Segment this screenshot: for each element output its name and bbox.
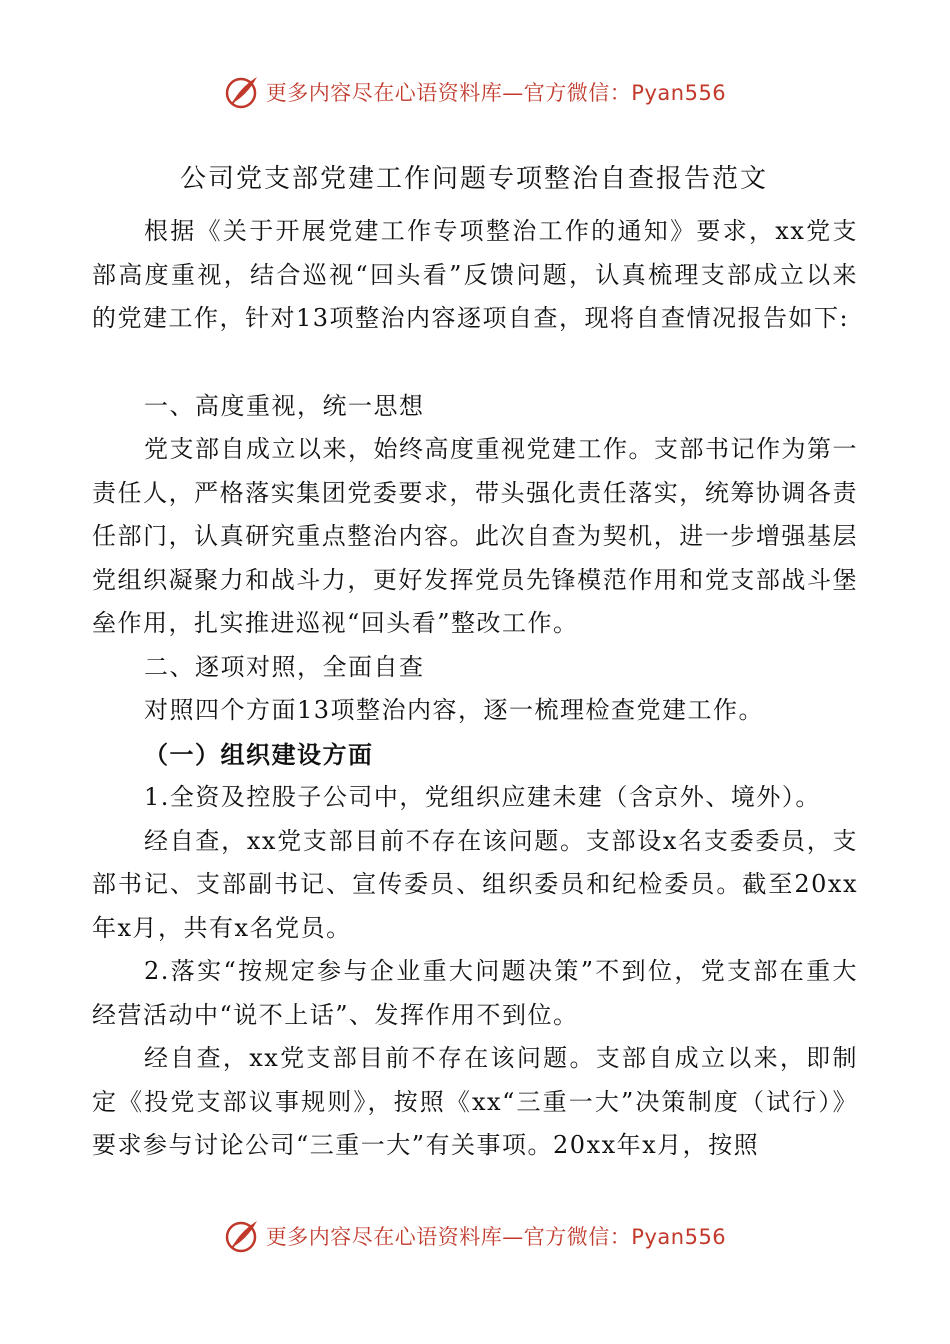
banner-text: 更多内容尽在心语资料库—官方微信：Pyan556 [265, 1225, 727, 1249]
paragraph-gap [92, 341, 858, 385]
document-title: 公司党支部党建工作问题专项整治自查报告范文 [179, 164, 768, 194]
header-banner [0, 72, 950, 112]
section-heading-2: 二、逐项对照，全面自查 [144, 652, 425, 681]
document-body [92, 155, 858, 1168]
intro-paragraph: 根据《关于开展党建工作专项整治工作的通知》要求，xx党支部高度重视，结合巡视“回头看”反馈问题，认真梳理支部成立以来的党建工作，针对13项整治内容逐项自查，现将自查情况报告如下: [92, 217, 858, 332]
quill-logo-icon [224, 1218, 260, 1254]
item-1-finding: 经自查，xx党支部目前不存在该问题。支部设x名支委委员，支部书记、支部副书记、宣传委员、组织委员和纪检委员。截至20xx年x月，共有x名党员。 [92, 826, 858, 942]
quill-logo-icon [224, 74, 260, 110]
item-2: 2.落实“按规定参与企业重大问题决策”不到位，党支部在重大经营活动中“说不上话”、发挥作用不到位。 [92, 957, 858, 1029]
section-heading-1: 一、高度重视，统一思想 [144, 391, 425, 420]
section-2-intro: 对照四个方面13项整治内容，逐一梳理检查党建工作。 [144, 696, 765, 724]
section-1-paragraph: 党支部自成立以来，始终高度重视党建工作。支部书记作为第一责任人，严格落实集团党委要求，带头强化责任落实，统筹协调各责任部门，认真研究重点整治内容。此次自查为契机，进一步增强基层党组织凝聚力和战斗力，更好发挥党员先锋模范作用和党支部战斗堡垒作用，扎实推进巡视“回头看”整改工作。 [92, 435, 858, 637]
banner-text: 更多内容尽在心语资料库—官方微信：Pyan556 [265, 81, 727, 105]
item-1: 1.全资及控股子公司中，党组织应建未建（含京外、境外）。 [144, 783, 821, 811]
item-2-finding: 经自查，xx党支部目前不存在该问题。支部自成立以来，即制定《投党支部议事规则》，按照《xx“三重一大”决策制度（试行）》要求参与讨论公司“三重一大”有关事项。20xx年x月，按照 [92, 1044, 858, 1159]
subsection-heading-organization: （一）组织建设方面 [144, 739, 374, 769]
footer-banner [0, 1216, 950, 1256]
